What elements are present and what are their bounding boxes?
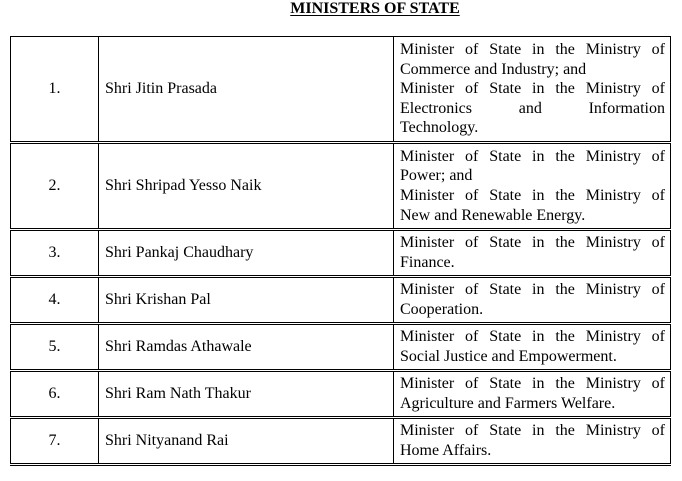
portfolio-line: Cooperation. (400, 301, 484, 318)
page-title (0, 0, 682, 18)
row-number: 3. (11, 230, 99, 277)
table-row (11, 418, 671, 465)
portfolio-line: Minister of State in the Ministry of (400, 328, 665, 346)
portfolio-line: Home Affairs. (400, 442, 492, 459)
table-row (11, 277, 671, 324)
portfolio-line: Agriculture and Farmers Welfare. (400, 395, 616, 412)
minister-portfolio (394, 277, 671, 324)
minister-portfolio (394, 143, 671, 230)
portfolio-line: Minister of State in the Ministry of (400, 187, 665, 204)
row-number: 2. (11, 143, 99, 230)
portfolio-line: Minister of State in the Ministry of (400, 422, 665, 440)
minister-name: Shri Nityanand Rai (99, 418, 394, 465)
table-row (11, 371, 671, 418)
row-number: 5. (11, 324, 99, 371)
minister-portfolio (394, 324, 671, 371)
minister-portfolio (394, 37, 671, 143)
row-number: 7. (11, 418, 99, 465)
portfolio-line: Social Justice and Empowerment. (400, 348, 617, 365)
portfolio-line: Finance. (400, 254, 455, 271)
ministers-table (10, 36, 671, 466)
minister-name: Shri Jitin Prasada (99, 37, 394, 143)
portfolio-line: Electronics and Information (400, 99, 665, 117)
portfolio-line: Minister of State in the Ministry of (400, 41, 665, 59)
portfolio-line: Minister of State in the Ministry of (400, 234, 665, 252)
row-number: 6. (11, 371, 99, 418)
page-title-text: MINISTERS OF STATE (290, 0, 460, 17)
table-row (11, 230, 671, 277)
portfolio-line: Minister of State in the Ministry of (400, 281, 665, 299)
minister-name: Shri Shripad Yesso Naik (99, 143, 394, 230)
row-number: 1. (11, 37, 99, 143)
portfolio-line: Power; and (400, 167, 473, 185)
portfolio-line: Minister of State in the Ministry of (400, 147, 665, 165)
portfolio-line: Technology. (400, 119, 479, 137)
table-row (11, 143, 671, 230)
minister-portfolio (394, 418, 671, 465)
row-number: 4. (11, 277, 99, 324)
minister-name: Shri Ram Nath Thakur (99, 371, 394, 418)
portfolio-line: Minister of State in the Ministry of (400, 80, 665, 98)
minister-portfolio (394, 371, 671, 418)
portfolio-line: Minister of State in the Ministry of (400, 375, 665, 393)
table-row (11, 37, 671, 143)
minister-name: Shri Ramdas Athawale (99, 324, 394, 371)
portfolio-line: Commerce and Industry; and (400, 60, 587, 78)
portfolio-line: New and Renewable Energy. (400, 206, 586, 224)
table-row (11, 324, 671, 371)
minister-name: Shri Pankaj Chaudhary (99, 230, 394, 277)
minister-portfolio (394, 230, 671, 277)
minister-name: Shri Krishan Pal (99, 277, 394, 324)
